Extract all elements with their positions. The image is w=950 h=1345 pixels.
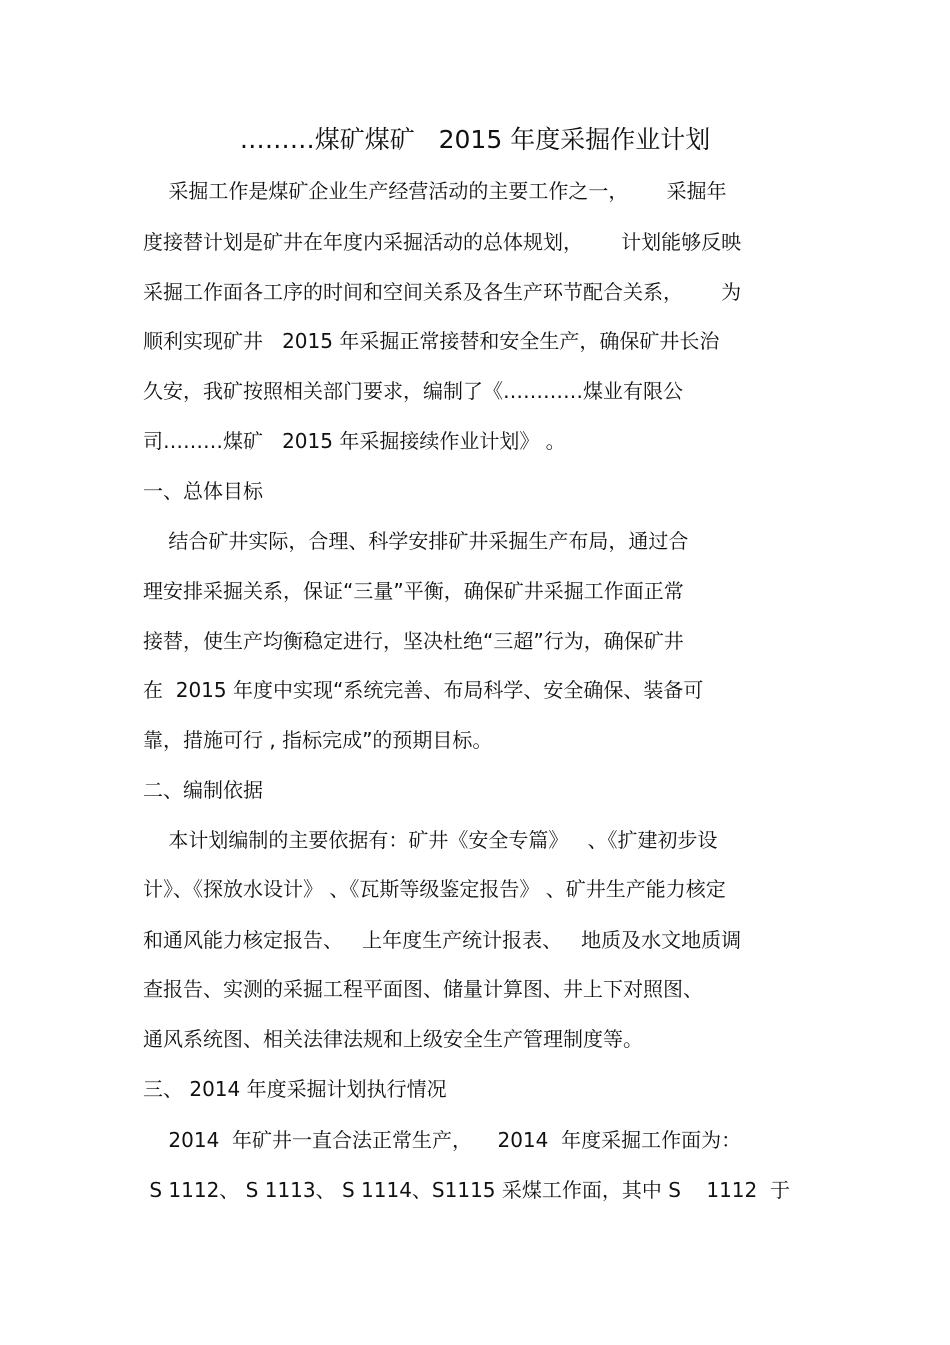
paragraph-line: 计》、《探放水设计》 、《瓦斯等级鉴定报告》 、矿井生产能力核定: [143, 877, 726, 901]
paragraph-line: 司………煤矿 2015 年采掘接续作业计划》 。: [143, 429, 566, 453]
paragraph-line: 查报告、实测的采掘工程平面图、储量计算图、井上下对照图、: [143, 977, 703, 1001]
paragraph-line: 结合矿井实际，合理、科学安排矿井采掘生产布局，通过合: [143, 529, 689, 553]
paragraph-line: 在 2015 年度中实现“系统完善、布局科学、安全确保、装备可: [143, 678, 704, 702]
paragraph-line: 度接替计划是矿井在年度内采掘活动的总体规划， 计划能够反映: [143, 230, 742, 254]
paragraph-line: 采掘工作是煤矿企业生产经营活动的主要工作之一， 采掘年: [143, 179, 727, 203]
document-title: ………煤矿煤矿 2015 年度采掘作业计划: [239, 125, 711, 154]
paragraph-line: 本计划编制的主要依据有：矿井《安全专篇》 、《扩建初步设: [143, 828, 718, 852]
section-heading: 一、总体目标: [143, 479, 263, 503]
paragraph-line: 采掘工作面各工序的时间和空间关系及各生产环节配合关系， 为: [143, 280, 742, 304]
paragraph-line: 通风系统图、相关法律法规和上级安全生产管理制度等。: [143, 1027, 643, 1051]
section-heading: 二、编制依据: [143, 778, 263, 802]
paragraph-line: 顺利实现矿井 2015 年采掘正常接替和安全生产，确保矿井长治: [143, 329, 720, 353]
section-heading: 三、 2014 年度采掘计划执行情况: [143, 1077, 447, 1101]
paragraph-line: 接替，使生产均衡稳定进行，坚决杜绝“三超”行为，确保矿井: [143, 629, 684, 653]
paragraph-line: 2014 年矿井一直合法正常生产， 2014 年度采掘工作面为：: [143, 1128, 742, 1152]
paragraph-line: 久安，我矿按照相关部门要求，编制了《…………煤业有限公: [143, 379, 683, 403]
paragraph-line: 靠，措施可行 , 指标完成”的预期目标。: [143, 728, 493, 752]
paragraph-line: 和通风能力核定报告、 上年度生产统计报表、 地质及水文地质调: [143, 928, 742, 952]
paragraph-line: S 1112、 S 1113、 S 1114、S1115 采煤工作面，其中 S 1112 于: [143, 1178, 790, 1202]
paragraph-line: 理安排采掘关系，保证“三量”平衡，确保矿井采掘工作面正常: [143, 579, 684, 603]
